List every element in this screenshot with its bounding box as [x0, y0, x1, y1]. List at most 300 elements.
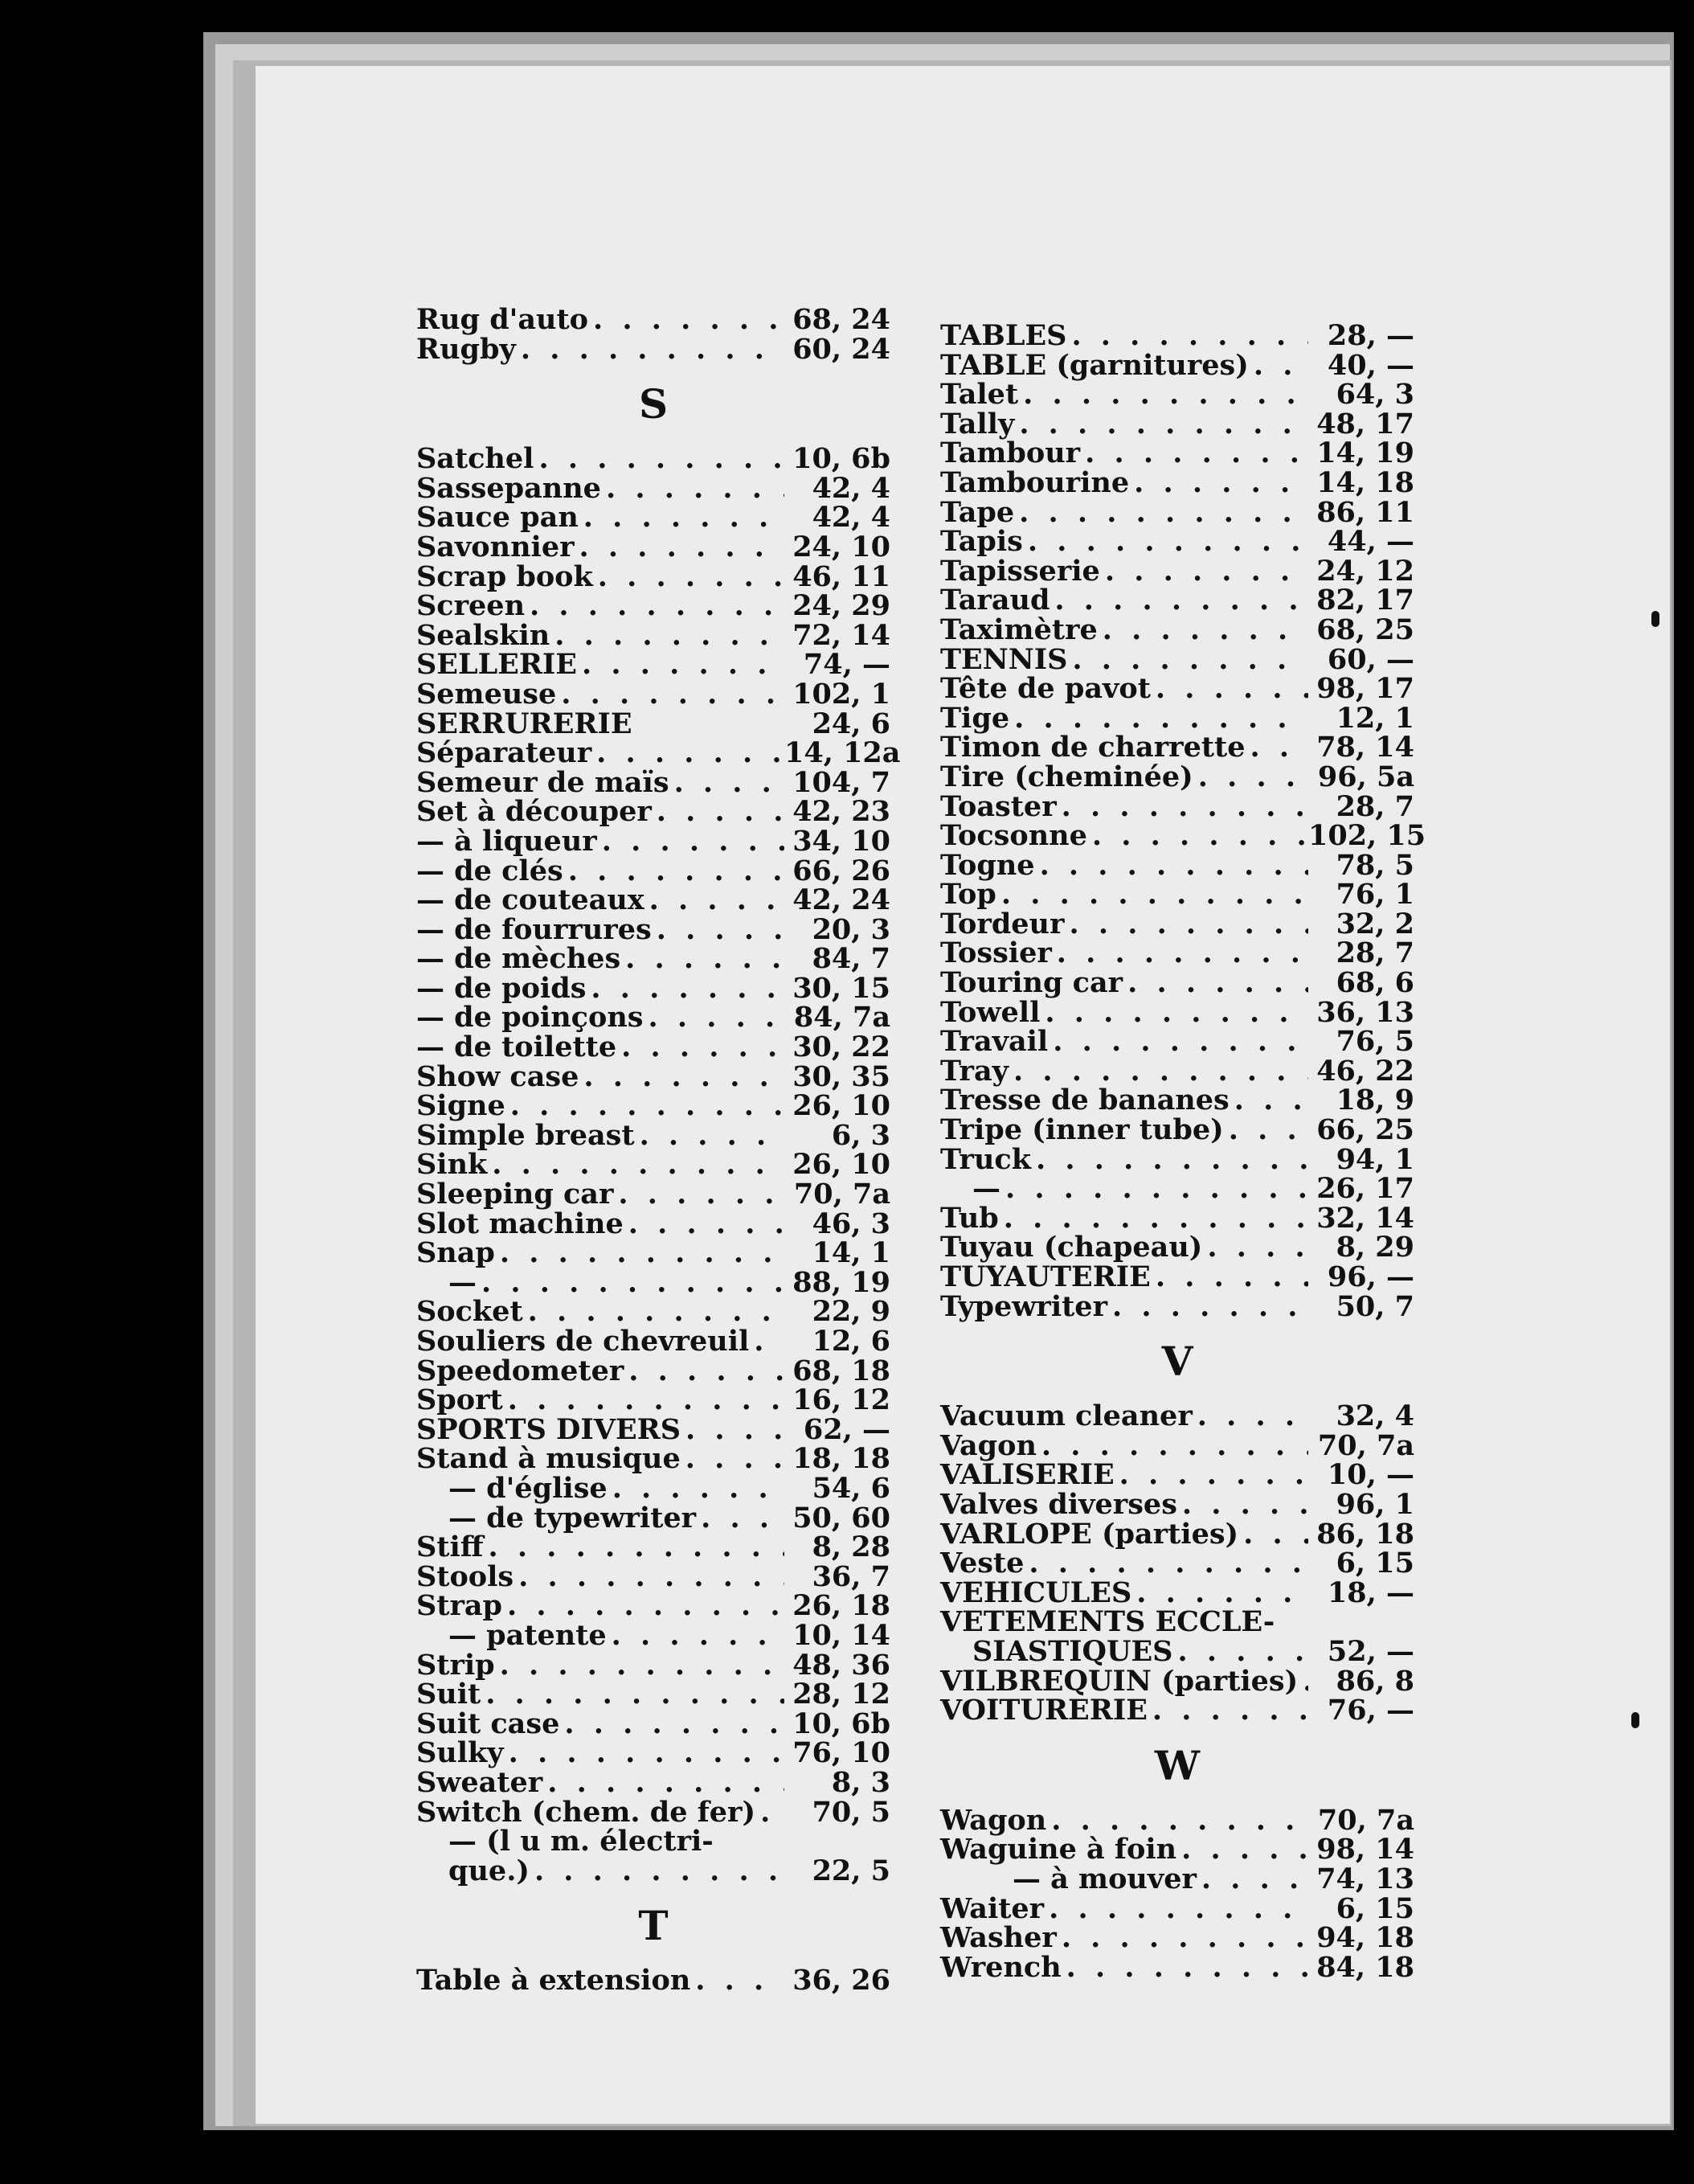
index-term: Tige	[940, 701, 1010, 735]
leader-dots	[1019, 410, 1308, 440]
index-term: Tub	[940, 1201, 999, 1235]
index-entry	[416, 707, 890, 740]
index-term: Tire (cheminée)	[940, 760, 1193, 793]
leader-dots	[534, 1857, 784, 1887]
index-term: — de mèches	[416, 942, 621, 976]
index-entry	[940, 319, 1414, 352]
page-reference: 102, 15	[1308, 819, 1426, 853]
index-term: TENNIS	[940, 642, 1068, 676]
index-term: — de fourrures	[416, 912, 652, 946]
index-entry	[416, 1530, 890, 1564]
index-entry	[416, 1354, 890, 1387]
leader-dots	[1198, 763, 1308, 793]
index-term: Vagon	[940, 1428, 1037, 1462]
index-term: Stools	[416, 1559, 514, 1593]
leader-dots	[561, 680, 784, 710]
index-entry	[416, 1089, 890, 1123]
index-entry	[416, 824, 890, 858]
index-entry	[416, 1297, 890, 1327]
index-term: Set à découper	[416, 795, 652, 829]
index-term: Wagon	[940, 1803, 1047, 1837]
leader-dots	[1303, 1667, 1308, 1697]
index-entry	[416, 736, 901, 770]
index-entry	[416, 589, 890, 623]
index-entry	[416, 1618, 890, 1652]
index-term: Tapis	[940, 525, 1023, 559]
leader-dots	[657, 797, 784, 827]
leader-dots	[1103, 616, 1308, 645]
index-term: Rug d'auto	[416, 303, 589, 336]
index-term: TUYAUTERIE	[940, 1260, 1151, 1293]
index-entry	[416, 1795, 890, 1829]
index-entry	[940, 1260, 1414, 1293]
index-term: Sleeping car	[416, 1178, 614, 1211]
index-entry	[940, 760, 1414, 793]
leader-dots	[593, 305, 784, 335]
index-term: Togne	[940, 848, 1035, 882]
page-reference: 72, 14	[792, 618, 890, 652]
leader-dots	[1054, 586, 1308, 616]
page-blot-mark	[1631, 1712, 1639, 1728]
page-reference: 32, 14	[1316, 1201, 1414, 1235]
leader-dots	[510, 1092, 784, 1121]
index-term: VARLOPE (parties)	[940, 1517, 1239, 1551]
index-term: Stiff	[416, 1530, 484, 1564]
leader-dots	[596, 739, 784, 768]
index-term: Taximètre	[940, 613, 1098, 646]
page-reference: 18, 9	[1336, 1084, 1414, 1117]
page-reference: 96, —	[1327, 1260, 1414, 1293]
index-term: Tally	[940, 407, 1015, 440]
leader-dots	[582, 650, 784, 680]
page-reference: 102, 1	[792, 677, 890, 711]
page-reference: 50, 60	[792, 1501, 890, 1535]
index-term: Tossier	[940, 936, 1052, 970]
page-reference: 6, 3	[831, 1118, 890, 1152]
index-term: Tocsonne	[940, 819, 1087, 853]
index-entry	[416, 912, 890, 946]
leader-dots	[1136, 1579, 1308, 1608]
index-entry	[940, 527, 1414, 557]
leader-dots	[1049, 1895, 1308, 1924]
page-reference: 66, 26	[792, 854, 890, 887]
page-reference: 10, 6b	[792, 1707, 890, 1740]
index-entry	[416, 1648, 890, 1682]
page-reference: 32, 2	[1336, 907, 1414, 940]
index-entry	[940, 1696, 1414, 1726]
leader-dots	[1066, 1953, 1308, 1983]
leader-dots	[1119, 1461, 1308, 1490]
index-entry	[940, 1605, 1414, 1639]
index-term: Touring car	[940, 966, 1123, 1000]
index-entry	[416, 677, 890, 711]
index-term: Show case	[416, 1059, 579, 1093]
leader-dots	[568, 857, 784, 887]
index-entry	[940, 936, 1414, 970]
leader-dots	[1229, 1116, 1308, 1145]
index-entry	[940, 380, 1414, 410]
index-entry	[940, 348, 1414, 382]
page-reference: 24, 12	[1316, 554, 1414, 588]
leader-dots	[695, 1966, 784, 1996]
leader-dots	[583, 503, 784, 533]
index-entry	[940, 1487, 1414, 1521]
page-reference: 10, 14	[792, 1618, 890, 1652]
index-entry	[940, 1399, 1414, 1433]
index-entry	[416, 944, 890, 974]
index-entry	[940, 1174, 1414, 1204]
index-entry	[940, 1634, 1414, 1668]
index-term: SERRURERIE	[416, 707, 632, 740]
page-reference: 84, 18	[1316, 1950, 1414, 1984]
leader-dots	[1013, 1057, 1308, 1087]
index-term: — de typewriter	[448, 1501, 697, 1535]
index-entry	[416, 618, 890, 652]
index-term: Timon de charrette	[940, 731, 1246, 764]
index-term: Toaster	[940, 789, 1057, 823]
index-entry	[416, 442, 890, 476]
index-term: — à liqueur	[416, 824, 597, 858]
leader-dots	[754, 1327, 784, 1357]
index-term: VALISERIE	[940, 1458, 1115, 1492]
page-reference: 70, 7a	[1317, 1803, 1414, 1837]
page-reference: 86, 18	[1316, 1517, 1414, 1551]
leader-dots	[547, 1768, 784, 1798]
page-reference: 70, 5	[812, 1795, 890, 1829]
index-column-right	[940, 319, 1426, 1984]
page-reference: 88, 19	[792, 1265, 890, 1299]
page-reference: 16, 12	[792, 1383, 890, 1417]
index-term: — patente	[448, 1618, 607, 1652]
index-entry	[940, 1054, 1414, 1088]
page-reference: 10, —	[1327, 1458, 1414, 1492]
index-term: Snap	[416, 1236, 495, 1270]
index-entry	[940, 407, 1414, 440]
page-reference: 52, —	[1327, 1634, 1414, 1668]
leader-dots	[628, 1210, 784, 1240]
leader-dots	[1041, 1432, 1308, 1461]
index-term: Veste	[940, 1547, 1025, 1580]
index-term: Waguine à foin	[940, 1833, 1177, 1866]
leader-dots	[1234, 1086, 1308, 1116]
leader-dots	[1072, 645, 1308, 675]
index-entry	[416, 1966, 890, 1996]
page-reference: 12, 1	[1336, 701, 1414, 735]
page-reference: 76, 10	[792, 1736, 890, 1770]
index-term: — d'église	[448, 1471, 608, 1505]
page-reference: 28, 7	[1336, 936, 1414, 970]
page-reference: 36, 7	[812, 1559, 890, 1593]
index-term: Screen	[416, 589, 526, 623]
leader-dots	[488, 1533, 784, 1563]
leader-dots	[1085, 439, 1308, 469]
index-term: Séparateur	[416, 736, 592, 770]
page-reference: 50, 7	[1336, 1289, 1414, 1323]
section-letter-heading: W	[1154, 1741, 1201, 1789]
index-term: Sweater	[416, 1765, 543, 1799]
index-entry	[416, 305, 890, 335]
page-reference: 18, —	[1327, 1576, 1414, 1609]
leader-dots	[1004, 1204, 1308, 1234]
index-entry	[940, 642, 1414, 676]
leader-dots	[508, 1386, 784, 1416]
index-term: Speedometer	[416, 1354, 624, 1387]
index-term: Suit case	[416, 1707, 560, 1740]
page-reference: 6, 15	[1336, 1891, 1414, 1925]
page-reference: 76, 5	[1336, 1025, 1414, 1059]
index-entry	[940, 848, 1414, 882]
leader-dots	[625, 944, 784, 974]
page-reference: 8, 28	[812, 1530, 890, 1564]
index-term: —	[448, 1265, 477, 1299]
index-entry	[416, 503, 890, 533]
index-term: Vacuum cleaner	[940, 1399, 1193, 1433]
index-term: Strap	[416, 1589, 503, 1623]
index-entry	[940, 436, 1414, 470]
page-reference: 28, —	[1327, 319, 1414, 352]
index-term: Souliers de chevreuil	[416, 1325, 750, 1358]
leader-dots	[1001, 880, 1308, 910]
page-reference: 70, 7a	[1317, 1428, 1414, 1462]
index-entry	[416, 1180, 890, 1210]
leader-dots	[701, 1504, 784, 1534]
leader-dots	[538, 445, 784, 474]
page-reference: 60, 24	[792, 332, 890, 366]
index-entry	[416, 797, 890, 827]
page-reference: 6, 15	[1336, 1547, 1414, 1580]
index-entry	[940, 733, 1414, 763]
index-entry	[940, 1113, 1414, 1147]
page-reference: 66, 25	[1316, 1113, 1414, 1147]
index-entry	[416, 1827, 890, 1857]
leader-dots	[657, 916, 784, 945]
index-term: — de toilette	[416, 1031, 617, 1064]
leader-dots	[485, 1680, 784, 1710]
index-entry	[416, 1383, 890, 1417]
index-term: Table à extension	[416, 1964, 691, 1998]
index-term: Sulky	[416, 1736, 504, 1770]
leader-dots	[1036, 1145, 1308, 1175]
index-term: Tête de pavot	[940, 672, 1151, 706]
index-term: Tape	[940, 495, 1015, 529]
index-term: Switch (chem. de fer)	[416, 1795, 756, 1829]
index-entry	[940, 465, 1414, 499]
leader-dots	[606, 474, 784, 504]
index-entry	[416, 1118, 890, 1152]
index-entry	[416, 854, 890, 887]
index-term: Sauce pan	[416, 501, 579, 535]
index-entry	[940, 1289, 1414, 1323]
leader-dots	[1197, 1402, 1308, 1432]
index-term: Sport	[416, 1383, 503, 1417]
index-entry	[416, 1854, 890, 1887]
index-term: VILBREQUIN (parties)	[940, 1664, 1299, 1698]
index-term: SPORTS DIVERS	[416, 1412, 681, 1446]
page-reference: 14, 18	[1316, 465, 1414, 499]
leader-dots	[481, 1268, 784, 1298]
index-term: Slot machine	[416, 1207, 624, 1240]
index-term: Tresse de bananes	[940, 1084, 1230, 1117]
index-term: Satchel	[416, 442, 534, 476]
index-entry	[416, 883, 890, 917]
index-entry	[940, 907, 1414, 940]
leader-dots	[1062, 793, 1308, 822]
leader-dots	[685, 1444, 784, 1474]
page-reference: 78, 5	[1336, 848, 1414, 882]
index-entry	[416, 971, 890, 1005]
page-reference: 24, 29	[792, 589, 890, 623]
leader-dots	[648, 1003, 784, 1033]
index-entry	[940, 1201, 1414, 1235]
leader-dots	[530, 592, 784, 621]
leader-dots	[1029, 1549, 1308, 1579]
page-reference: 84, 7a	[793, 1001, 890, 1035]
index-entry	[940, 1458, 1414, 1492]
index-column-left	[416, 303, 901, 1998]
index-entry	[416, 1471, 890, 1505]
index-entry	[416, 765, 890, 799]
leader-dots	[628, 1357, 784, 1387]
index-entry	[940, 586, 1414, 616]
index-term: Socket	[416, 1295, 523, 1329]
page-reference: 98, 14	[1316, 1833, 1414, 1866]
leader-dots	[1014, 704, 1308, 734]
index-term: TABLES	[940, 319, 1067, 352]
leader-dots	[640, 1121, 784, 1151]
leader-dots	[1181, 1835, 1308, 1865]
page-reference: 32, 4	[1336, 1399, 1414, 1433]
leader-dots	[621, 1033, 784, 1063]
page-reference: 46, 22	[1316, 1054, 1414, 1088]
leader-dots	[579, 533, 784, 563]
page-reference: 42, 24	[792, 883, 890, 917]
index-entry	[416, 1559, 890, 1593]
leader-dots	[618, 1180, 784, 1210]
page-reference: 36, 13	[1316, 995, 1414, 1029]
leader-dots	[612, 1474, 784, 1504]
page-reference: 70, 7a	[793, 1178, 890, 1211]
page-reference: 40, —	[1327, 348, 1414, 382]
leader-dots	[1057, 939, 1308, 969]
index-term: Semeuse	[416, 677, 557, 711]
leader-dots	[1152, 1696, 1308, 1726]
leader-dots	[1053, 1027, 1308, 1057]
index-term: SELLERIE	[416, 648, 577, 682]
index-term: VETEMENTS ECCLE-	[940, 1605, 1275, 1639]
index-entry	[416, 1033, 890, 1063]
leader-dots	[492, 1150, 784, 1180]
page-reference: 14, 1	[812, 1236, 890, 1270]
index-term: Washer	[940, 1921, 1057, 1955]
index-term: Stand à musique	[416, 1442, 681, 1476]
page-reference: 48, 17	[1316, 407, 1414, 440]
leader-dots	[1051, 1806, 1308, 1836]
page-reference: 94, 18	[1316, 1921, 1414, 1955]
leader-dots	[598, 563, 784, 592]
leader-dots	[509, 1739, 784, 1768]
section-letter-heading: V	[1161, 1338, 1193, 1386]
index-term: — de clés	[416, 854, 563, 887]
index-term: TABLE (garnitures)	[940, 348, 1249, 382]
index-entry	[416, 1207, 890, 1240]
index-entry	[940, 701, 1414, 735]
page-reference: 14, 19	[1316, 436, 1414, 470]
page-reference: 26, 17	[1316, 1172, 1414, 1206]
index-term: Strip	[416, 1648, 495, 1682]
page-reference: 94, 1	[1336, 1142, 1414, 1176]
index-entry	[416, 332, 890, 366]
leader-dots	[760, 1798, 784, 1828]
page-reference: 78, 14	[1316, 731, 1414, 764]
index-term: — de poids	[416, 971, 587, 1005]
page-reference: 104, 7	[792, 765, 890, 799]
index-entry	[416, 471, 890, 505]
leader-dots	[1040, 851, 1308, 881]
index-entry	[940, 880, 1414, 910]
page-reference: 86, 8	[1336, 1664, 1414, 1698]
index-term: Tordeur	[940, 907, 1065, 940]
index-term: Tambour	[940, 436, 1081, 470]
index-entry	[940, 613, 1414, 646]
leader-dots	[1028, 527, 1308, 557]
page-reference: 64, 3	[1336, 378, 1414, 412]
index-entry	[940, 1142, 1414, 1176]
leader-dots	[1156, 1263, 1308, 1293]
index-term: Semeur de maïs	[416, 765, 669, 799]
leader-dots	[1207, 1233, 1308, 1263]
index-entry	[416, 1765, 890, 1799]
index-entry	[416, 530, 890, 563]
index-entry	[940, 789, 1414, 823]
leader-dots	[521, 335, 784, 365]
page-reference: 86, 11	[1316, 495, 1414, 529]
leader-dots	[649, 886, 784, 916]
leader-dots	[1105, 557, 1308, 587]
index-entry	[416, 1501, 890, 1535]
leader-dots	[500, 1239, 784, 1268]
index-entry	[416, 1707, 890, 1740]
leader-dots	[507, 1592, 784, 1621]
index-entry	[940, 1086, 1414, 1116]
leader-dots	[1092, 822, 1308, 851]
page-reference: 42, 23	[792, 795, 890, 829]
index-entry	[940, 1576, 1414, 1609]
leader-dots	[1045, 998, 1308, 1028]
index-entry	[416, 1265, 890, 1299]
index-term: Travail	[940, 1025, 1049, 1059]
index-term: Top	[940, 878, 996, 912]
index-entry	[940, 966, 1414, 1000]
index-entry	[940, 1027, 1414, 1057]
page-reference: 8, 29	[1336, 1231, 1414, 1264]
page-reference: 60, —	[1327, 642, 1414, 676]
page-reference: 68, 24	[792, 303, 890, 336]
index-entry	[416, 1003, 890, 1033]
index-term: Rugby	[416, 332, 516, 366]
index-entry	[416, 1327, 890, 1357]
leader-dots	[1134, 469, 1308, 498]
leader-dots	[1201, 1865, 1308, 1895]
leader-dots	[1069, 910, 1308, 940]
index-term: VEHICULES	[940, 1576, 1132, 1609]
page-reference: 68, 18	[792, 1354, 890, 1387]
index-entry	[940, 1233, 1414, 1263]
page-reference: 20, 3	[812, 912, 890, 946]
leader-dots	[1071, 322, 1308, 351]
leader-dots	[500, 1651, 784, 1681]
page-blot-mark	[1651, 611, 1659, 627]
index-entry	[416, 1059, 890, 1093]
